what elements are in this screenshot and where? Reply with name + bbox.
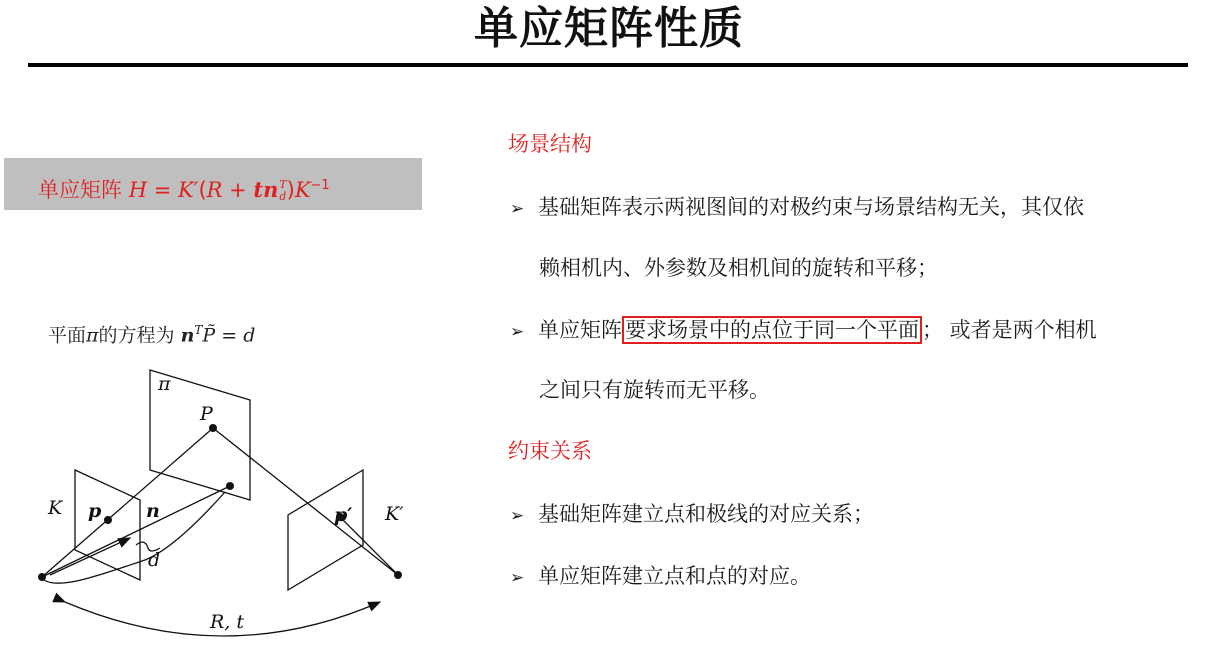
formula-tn: tn <box>253 177 279 202</box>
bullet-scene-2-post: ； 或者是两个相机 <box>922 318 1097 342</box>
formula-open: ( <box>198 178 207 202</box>
formula-plus: + <box>222 178 254 202</box>
formula-kprime: K′ <box>177 178 199 202</box>
bullet-arrow-icon: ➢ <box>510 568 525 588</box>
label-Kprime: K′ <box>385 503 404 525</box>
bullet-constraint-1-text: 基础矩阵建立点和极线的对应关系； <box>538 502 874 526</box>
bullet-scene-1 <box>510 193 1210 223</box>
plane-eq-suffix: 的方程为 <box>98 324 181 347</box>
formula-eq: = <box>147 178 178 202</box>
bullet-arrow-icon: ➢ <box>510 199 525 219</box>
point-plane <box>226 482 234 490</box>
label-K: K <box>48 497 63 519</box>
label-pi: π <box>158 373 171 395</box>
plane-eq-n: n <box>180 324 195 347</box>
bullet-scene-1-line1: 基础矩阵表示两视图间的对极约束与场景结构无关，其仅依 <box>538 195 1084 219</box>
plane-eq-prefix: 平面 <box>48 324 87 347</box>
plane-eq-pi: π <box>86 324 99 347</box>
label-Rt: R, t <box>210 611 245 633</box>
formula-label: 单应矩阵 <box>38 178 122 202</box>
right-image-plane <box>288 470 363 590</box>
bullet-scene-2-line2: 之间只有旋转而无平移。 <box>539 378 770 402</box>
bullet-arrow-icon: ➢ <box>510 322 525 342</box>
formula-sub-d: d <box>279 190 287 203</box>
bullet-scene-2-highlight: 要求场景中的点位于同一个平面 <box>622 316 922 344</box>
formula-sup-inv: −1 <box>310 178 330 193</box>
left-image-plane <box>75 470 140 580</box>
formula-k: K <box>294 178 311 202</box>
bullet-constraint-2 <box>510 562 1210 592</box>
bullet-arrow-icon: ➢ <box>510 506 525 526</box>
plane-eq-ptilde: P̃ <box>202 324 216 347</box>
formula-h: H <box>128 178 148 202</box>
plane-eq-d: d <box>243 324 256 347</box>
camera-center-left <box>38 573 46 581</box>
heading-constraint: 约束关系 <box>508 439 592 463</box>
point-P <box>209 424 217 432</box>
bullet-constraint-2-text: 单应矩阵建立点和点的对应。 <box>538 564 811 588</box>
formula-r: R <box>206 178 223 202</box>
page-title: 单应矩阵性质 <box>474 3 744 54</box>
label-d: d <box>148 549 161 571</box>
label-P: P <box>200 403 213 425</box>
heading-scene-structure: 场景结构 <box>508 132 592 156</box>
plane-eq-t: T <box>194 323 203 337</box>
plane-eq-equals: = <box>215 324 244 347</box>
formula-close: ) <box>286 178 295 202</box>
bullet-scene-2-pre: 单应矩阵 <box>538 318 622 342</box>
formula-sup-t: T <box>279 178 287 191</box>
bullet-scene-2 <box>510 316 1210 346</box>
bullet-scene-1-line2: 赖相机内、外参数及相机间的旋转和平移； <box>539 256 938 280</box>
label-pprime: p′ <box>334 504 353 526</box>
camera-center-right <box>394 571 402 579</box>
label-p: p <box>88 500 102 522</box>
label-n: n <box>146 500 160 522</box>
bullet-constraint-1 <box>510 500 1210 530</box>
point-p <box>104 516 112 524</box>
